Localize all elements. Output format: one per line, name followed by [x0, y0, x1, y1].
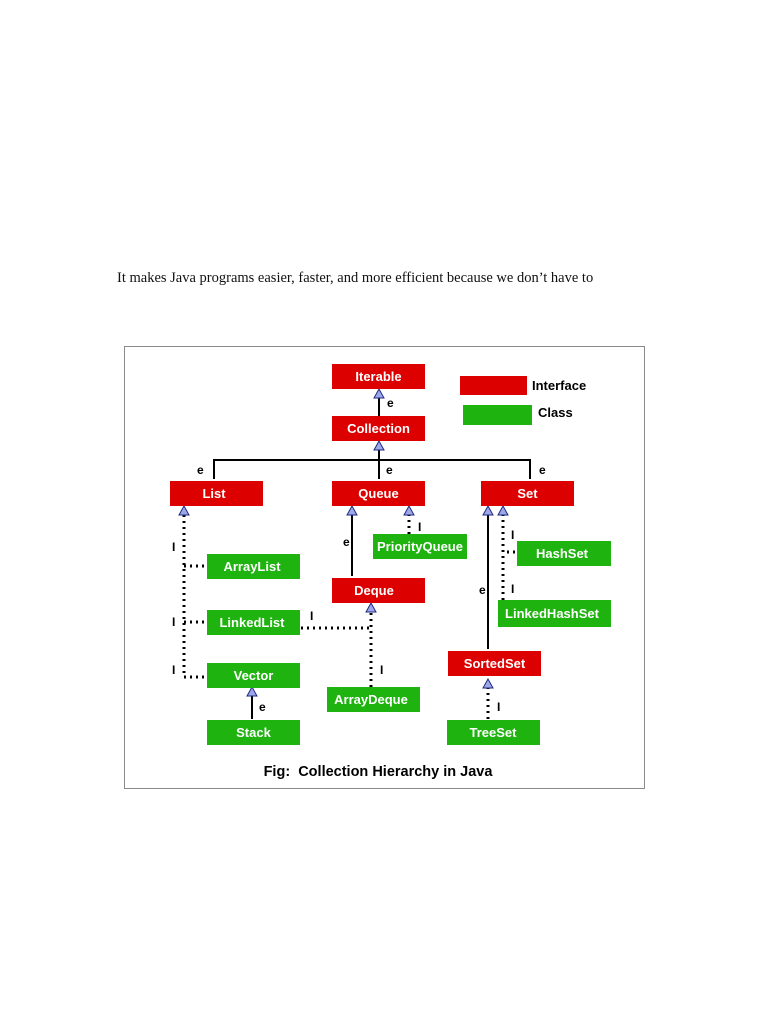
collection-hierarchy-figure [124, 346, 645, 789]
node-hashset-label: HashSet [535, 546, 589, 561]
label-e-stack: e [259, 700, 266, 714]
body-text-line: It makes Java programs easier, faster, and more efficient because we don’t have to [117, 270, 594, 286]
node-priorityqueue-label: PriorityQueue [377, 539, 463, 554]
label-i-linkedlist: I [172, 615, 176, 629]
legend-interface-label: Interface [532, 378, 587, 393]
label-e-sortedset: e [479, 583, 486, 597]
arrowhead-list [179, 506, 189, 515]
label-e-deque: e [343, 535, 350, 549]
arrowhead-deque [366, 603, 376, 612]
arrowhead-queue-implements [404, 506, 414, 515]
node-vector-label: Vector [233, 668, 274, 683]
arrowhead-vector [247, 687, 257, 696]
label-i-treeset: I [497, 700, 501, 714]
arrowhead-set-extends [483, 506, 493, 515]
figure-caption: Fig: Collection Hierarchy in Java [263, 764, 493, 780]
legend-interface-swatch [460, 376, 527, 395]
node-set-label: Set [517, 486, 538, 501]
label-e-list: e [197, 463, 204, 477]
legend-class-label: Class [538, 405, 573, 420]
node-treeset-label: TreeSet [469, 725, 517, 740]
hierarchy-diagram [125, 347, 646, 790]
label-i-arraydeque: I [380, 663, 384, 677]
arrowhead-iterable [374, 389, 384, 398]
node-list-label: List [202, 486, 226, 501]
arrowhead-collection [374, 441, 384, 450]
edge-bus-horizontal [214, 460, 530, 479]
label-i-arraylist: I [172, 540, 176, 554]
label-e-queue: e [386, 463, 393, 477]
label-e-set: e [539, 463, 546, 477]
node-collection-label: Collection [347, 421, 410, 436]
arrowhead-sortedset [483, 679, 493, 688]
node-deque-label: Deque [354, 583, 394, 598]
node-arraydeque-label: ArrayDeque [334, 692, 408, 707]
label-i-priorityqueue: I [418, 520, 422, 534]
label-e-iterable: e [387, 396, 394, 410]
label-i-hashset: I [511, 528, 515, 542]
node-iterable-label: Iterable [355, 369, 402, 384]
node-sortedset-label: SortedSet [463, 656, 526, 671]
node-queue-label: Queue [358, 486, 399, 501]
arrowhead-queue-extends [347, 506, 357, 515]
label-i-linkedlist-deque: I [310, 609, 314, 623]
label-i-linkedhashset: I [511, 582, 515, 596]
node-linkedlist-label: LinkedList [219, 615, 285, 630]
node-stack-label: Stack [236, 725, 271, 740]
node-arraylist-label: ArrayList [223, 559, 281, 574]
arrowhead-set-implements [498, 506, 508, 515]
label-i-vector: I [172, 663, 176, 677]
node-linkedhashset-label: LinkedHashSet [505, 606, 599, 621]
legend-class-swatch [463, 405, 532, 425]
